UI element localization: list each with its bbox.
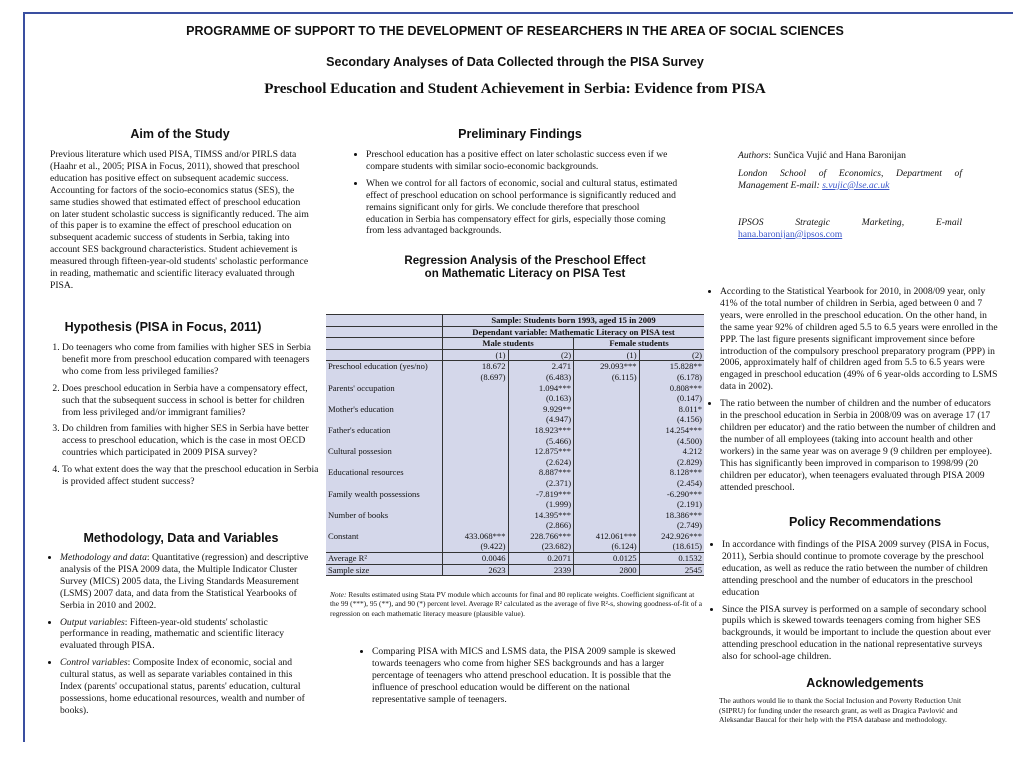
table-cell: 412.061*** <box>574 531 640 542</box>
table-cell-se: (2.749) <box>639 520 704 531</box>
table-cell <box>574 404 640 415</box>
table-cell <box>574 467 640 478</box>
row-label: Family wealth possessions <box>328 488 420 499</box>
table-cell-se: (0.163) <box>508 393 574 404</box>
table-cell: 2800 <box>574 564 640 576</box>
female-group-header: Female students <box>574 338 704 350</box>
row-label-empty <box>326 372 443 383</box>
table-cell <box>574 510 640 521</box>
row-label-empty <box>326 436 443 447</box>
context-item: • The ratio between the number of children and the number of educators in the preschool education in Serbia in 2008/09 was on average 17 (17 children per educator) and the ratio between the number of children and the number of all employees (taking into account health and other workers) in the same year was on average 9 (9 children per employee). This has significantly been improved in comparison to 1998/99 (20 children per educator), when teenagers evaluated through PISA 2009 attended preschool. <box>720 398 998 493</box>
table-cell-se: (1.999) <box>508 499 574 510</box>
findings-heading: Preliminary Findings <box>458 127 582 141</box>
row-label: Average R² <box>326 553 443 565</box>
hypothesis-item: 4. To what extent does the way that the preschool education in Serbia is provided affect student success? <box>62 464 322 488</box>
table-row <box>326 446 704 457</box>
table-cell-se: (5.466) <box>508 436 574 447</box>
table-cell: 0.0125 <box>574 553 640 565</box>
table-cell: 8.887*** <box>508 467 574 478</box>
aim-heading: Aim of the Study <box>130 127 230 141</box>
table-row-se <box>326 541 704 552</box>
table-cell-se: (2.454) <box>639 478 704 489</box>
policy-list <box>708 539 992 668</box>
table-cell <box>443 404 509 415</box>
row-label: Constant <box>328 530 359 541</box>
row-label: Cultural possesion <box>328 446 392 457</box>
regression-table <box>326 314 704 576</box>
policy-heading: Policy Recommendations <box>788 515 942 529</box>
row-label: Mother's education <box>328 403 394 414</box>
table-cell: 0.808*** <box>639 383 704 394</box>
table-cell-se <box>443 436 509 447</box>
table-cell: 1.094*** <box>508 383 574 394</box>
findings-item: • Preschool education has a positive effect on later scholastic success even if we compare students with similar socio-economic backgrounds. <box>366 149 678 173</box>
table-cell-se <box>574 478 640 489</box>
table-cell <box>443 383 509 394</box>
table-cell-se: (9.422) <box>443 541 509 552</box>
methodology-item: • Methodology and data: Quantitative (regression) and descriptive analysis of the PISA 2009 data, the Multiple Indicator Cluster Survey (MICS) 2005 data, the Living Standards Measurement (LSMS) 2007 data, and data from the Statistical Yearbooks of Serbia in 2010 and 2002. <box>60 552 310 612</box>
hypothesis-item: 3. Do children from families with higher SES in Serbia have better access to preschool education, which is the case in most OECD countries which participated in 2009 PISA survey? <box>62 423 322 459</box>
row-label-empty <box>326 499 443 510</box>
table-cell: 18.923*** <box>508 425 574 436</box>
row-label: Educational resources <box>328 467 404 478</box>
table-header-row <box>326 315 704 327</box>
table-cell: 0.2071 <box>508 553 574 565</box>
table-cell-se: (2.371) <box>508 478 574 489</box>
table-cell: 2339 <box>508 564 574 576</box>
table-cell: 12.875*** <box>508 446 574 457</box>
table-cell <box>574 425 640 436</box>
poster-title: Preschool Education and Student Achievement in Serbia: Evidence from PISA <box>264 81 766 97</box>
row-label-empty <box>326 457 443 468</box>
methodology-item: • Output variables: Fifteen-year-old students' scholastic performance in reading, mathematic and scientific literacy evaluated through PISA. <box>60 617 310 653</box>
table-cell <box>574 446 640 457</box>
row-label: Sample size <box>326 564 443 576</box>
table-row-se <box>326 436 704 447</box>
hypothesis-heading: Hypothesis (PISA in Focus, 2011) <box>64 320 262 334</box>
row-label: Father's education <box>328 424 391 435</box>
table-cell-se <box>574 393 640 404</box>
table-row-se <box>326 393 704 404</box>
row-label-empty <box>326 414 443 425</box>
table-cell: 2545 <box>639 564 704 576</box>
table-cell-se <box>574 520 640 531</box>
table-cell: 4.212 <box>639 446 704 457</box>
context-list <box>706 286 998 498</box>
table-cell-se <box>443 414 509 425</box>
table-cell: -6.290*** <box>639 489 704 500</box>
table-cell: 8.128*** <box>639 467 704 478</box>
policy-item: • Since the PISA survey is performed on a sample of secondary school pupils which is skewed towards teenagers coming from higher SES backgrounds, it would be important to include the question about ever attending preschool education in the national representative surveys also for school-age children. <box>722 604 992 664</box>
aim-text: Previous literature which used PISA, TIMSS and/or PIRLS data (Haahr et al., 2005; PISA in Focus, 2011), showed that preschool education has positive effect on subsequent academic success. Accounting for factors of the socio-economics status (SES), the same studies showed that estimated effect of preschool education on later student scholastic success is significantly reduced. The aim of this paper is to examine the effect of preschool education on subsequent academic success of students in Serbia, taking into account SES background characteristics. Student achievement is measured through fifteen-year-old students' scholastic performance in reading, mathematic and scientific literacy evaluated through PISA. <box>50 149 309 291</box>
row-label: Parents' occupation <box>328 382 395 393</box>
comparing-text: • Comparing PISA with MICS and LSMS data, the PISA 2009 sample is skewed towards teenagers who come from higher SES backgrounds and has a larger percentage of teenagers who attend preschool education. It is possible that the influence of preschool education would be different on the national representative sample of teenagers. <box>358 646 682 711</box>
table-body <box>326 361 704 553</box>
table-cell-se <box>574 436 640 447</box>
table-row-n <box>326 564 704 576</box>
column-label: (1) <box>574 349 640 361</box>
methodology-heading: Methodology, Data and Variables <box>83 531 279 545</box>
ack-text: The authors would lie to thank the Social Inclusion and Poverty Reduction Unit (SIPRU) for funding under the research grant, as well as Dragica Pavlović and Aleksandar Baucal for their help with the PISA database and methodology. <box>719 696 962 725</box>
row-label-empty <box>326 393 443 404</box>
table-row <box>326 467 704 478</box>
hypothesis-list <box>48 342 322 493</box>
table-cell <box>443 510 509 521</box>
table-cell: 228.766*** <box>508 531 574 542</box>
table-cell-se <box>443 478 509 489</box>
methodology-item: • Control variables: Composite Index of economic, social and cultural status, as well as separate variables contained in this Index (parents' occupational status, parents' education, cultural possessions, home educational resources, wealth and number of books). <box>60 657 310 717</box>
table-cell: 18.386*** <box>639 510 704 521</box>
table-cell-se: (4.947) <box>508 414 574 425</box>
table-cell <box>574 383 640 394</box>
table-cell: 0.0046 <box>443 553 509 565</box>
table-cell: 2.471 <box>508 361 574 372</box>
table-cell-se <box>443 520 509 531</box>
table-cell-se: (6.115) <box>574 372 640 383</box>
table-cell-se: (0.147) <box>639 393 704 404</box>
table-cell-se: (18.615) <box>639 541 704 552</box>
row-label-empty <box>326 478 443 489</box>
table-cell-se <box>443 393 509 404</box>
table-cell-se: (6.178) <box>639 372 704 383</box>
table-cell-se <box>574 457 640 468</box>
poster-subtitle: Secondary Analyses of Data Collected through the PISA Survey <box>326 55 704 69</box>
column-label: (1) <box>443 349 509 361</box>
table-row-se <box>326 372 704 383</box>
table-cell-se: (8.697) <box>443 372 509 383</box>
table-row-se <box>326 520 704 531</box>
table-cell: 29.093*** <box>574 361 640 372</box>
table-cell-se: (2.829) <box>639 457 704 468</box>
table-cell: 2623 <box>443 564 509 576</box>
poster-frame-top <box>23 12 1013 14</box>
table-cell <box>443 425 509 436</box>
column-label: (2) <box>639 349 704 361</box>
table-cell: -7.819*** <box>508 489 574 500</box>
table-cell-se <box>574 414 640 425</box>
table-cell: 433.068*** <box>443 531 509 542</box>
table-row-se <box>326 414 704 425</box>
table-cell <box>443 467 509 478</box>
table-cell-se <box>443 499 509 510</box>
table-cell: 15.828** <box>639 361 704 372</box>
table-cell-se: (4.500) <box>639 436 704 447</box>
table-header-row <box>326 338 704 350</box>
row-label: Preschool education (yes/no) <box>328 361 428 372</box>
ack-heading: Acknowledgements <box>806 676 924 690</box>
row-label-empty <box>326 541 443 552</box>
table-note: Note: Results estimated using Stata PV module which accounts for final and 80 replicate weights. Coefficient significant at the 99 (***), 95 (**), and 90 (*) percent level. Average R² calculated as the average of five R²-s, showing goodness-of-fit of a regression on each mathematic literacy measure (plausible value). <box>330 590 703 618</box>
row-label-empty <box>326 520 443 531</box>
regression-heading: Regression Analysis of the Preschool Effect on Mathematic Literacy on PISA Test <box>404 255 646 280</box>
table-row <box>326 361 704 372</box>
findings-item: • When we control for all factors of economic, social and cultural status, estimated effect of preschool education on school performance is significantly reduced and remains significant only for girls. We conclude therefore that preschool education in Serbia has compensatory effect for girls, especially those coming from less advantaged backgrounds. <box>366 178 678 238</box>
table-cell: 14.254*** <box>639 425 704 436</box>
table-header-row <box>326 326 704 338</box>
table-cell: 14.395*** <box>508 510 574 521</box>
email-link-1[interactable]: s.vujic@lse.ac.uk <box>822 179 890 191</box>
table-col-row <box>326 349 704 361</box>
column-label: (2) <box>508 349 574 361</box>
table-cell: 9.929** <box>508 404 574 415</box>
table-cell <box>574 489 640 500</box>
table-cell-se: (2.624) <box>508 457 574 468</box>
table-row-se <box>326 457 704 468</box>
context-item: • According to the Statistical Yearbook for 2010, in 2008/09 year, only 41% of the total number of children in Serbia, aged between 0 and 7 years, were enrolled in the preschool education. On the other hand, in the same year 92% of children aged 5.5 to 6.5 years were enrolled in the PPP. The last figure presents significant improvement since before introduction of the compulsory preschool preparatory program (PPP) in 2006, approximately half of children aged from 5.5 to 6.5 years were engaged in preschool education (49% of 6 year-olds according to LSMS data in 2002). <box>720 286 998 393</box>
table-row-se <box>326 499 704 510</box>
email-link-2[interactable]: hana.baronijan@ipsos.com <box>738 228 843 240</box>
poster-frame-left <box>23 12 25 742</box>
methodology-list <box>46 552 310 722</box>
authors-block: Authors: Sunčica Vujić and Hana Baronijan London School of Economics, Department of Management E-mail: s.vujic@lse.ac.uk IPSOS Strategic Marketing, E-mail hana.baronijan@ipsos.com <box>738 150 962 240</box>
table-cell: 8.011* <box>639 404 704 415</box>
table-row-r2 <box>326 553 704 565</box>
table-cell-se: (6.124) <box>574 541 640 552</box>
table-cell: 242.926*** <box>639 531 704 542</box>
table-cell: 0.1532 <box>639 553 704 565</box>
table-cell <box>443 489 509 500</box>
table-row <box>326 383 704 394</box>
table-cell-se: (6.483) <box>508 372 574 383</box>
male-group-header: Male students <box>443 338 574 350</box>
table-row <box>326 425 704 436</box>
hypothesis-item: 1. Do teenagers who come from families with higher SES in Serbia benefit more from preschool education compared with teenagers who come from less privileged families? <box>62 342 322 378</box>
table-row <box>326 510 704 521</box>
table-row <box>326 404 704 415</box>
table-row-se <box>326 478 704 489</box>
table-cell-se <box>574 499 640 510</box>
policy-item: • In accordance with findings of the PISA 2009 survey (PISA in Focus, 2011), Serbia should continue to promote coverage by the preschool education, as well as reduce the ratio between the number of children attending preschool and the number of educators in the preschool education <box>722 539 992 599</box>
table-cell-se <box>443 457 509 468</box>
programme-title: PROGRAMME OF SUPPORT TO THE DEVELOPMENT OF RESEARCHERS IN THE AREA OF SOCIAL SCIENCES <box>186 24 844 38</box>
sample-header: Sample: Students born 1993, aged 15 in 2009 <box>443 315 705 327</box>
findings-list <box>352 149 678 242</box>
table-row <box>326 531 704 542</box>
row-label: Number of books <box>328 509 389 520</box>
table-row <box>326 489 704 500</box>
table-cell-se: (2.191) <box>639 499 704 510</box>
table-cell-se: (4.156) <box>639 414 704 425</box>
table-cell: 18.672 <box>443 361 509 372</box>
hypothesis-item: 2. Does preschool education in Serbia have a compensatory effect, such that the subsequent success in school is better for children from less privileged and/or immigrant families? <box>62 383 322 419</box>
table-cell <box>443 446 509 457</box>
dependent-variable-header: Dependant variable: Mathematic Literacy on PISA test <box>443 326 705 338</box>
table-cell-se: (2.866) <box>508 520 574 531</box>
table-cell-se: (23.682) <box>508 541 574 552</box>
